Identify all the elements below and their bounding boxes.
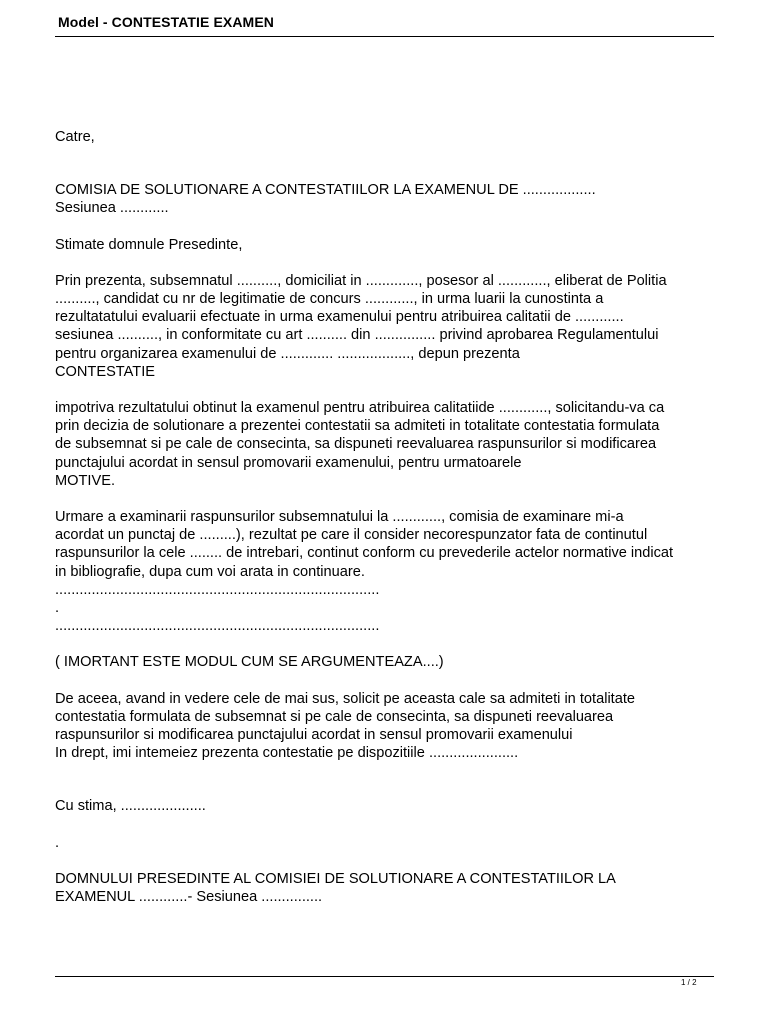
motives-line: raspunsurilor la cele ........ de intrebari, continut conform cu prevederile actelor normative indicat xyxy=(55,545,674,562)
placeholder-dot: . xyxy=(55,600,60,617)
spacer xyxy=(55,816,720,834)
conclusion-line: raspunsurilor si modificarea punctajului acordat in sensul promovarii examenului xyxy=(55,727,573,744)
spacer xyxy=(55,672,720,690)
addressee-line: Sesiunea ............ xyxy=(55,200,169,217)
placeholder-dots: ................................................................................ xyxy=(55,581,380,598)
spacer xyxy=(55,254,720,272)
document-header-title: Model - CONTESTATIE EXAMEN xyxy=(58,14,274,30)
against-line: punctajului acordat in sensul promovarii examenului, pentru urmatoarele xyxy=(55,454,522,471)
legal-basis-line: In drept, imi intemeiez prezenta contestatie pe dispozitiile ...................... xyxy=(55,745,519,762)
salutation: Stimate domnule Presedinte, xyxy=(55,236,243,253)
closing: Cu stima, ..................... xyxy=(55,798,206,815)
contestatie-heading: CONTESTATIE xyxy=(55,363,155,380)
intro-line: sesiunea .........., in conformitate cu art .......... din ............... privind aprobarea Regulamentului xyxy=(55,327,659,344)
against-line: de subsemnat si pe cale de consecinta, sa dispuneti reevaluarea raspunsurilor si modificarea xyxy=(55,436,657,453)
page-number: 1 / 2 xyxy=(681,978,697,987)
motives-line: in bibliografie, dupa cum voi arata in continuare. xyxy=(55,563,365,580)
spacer xyxy=(55,146,720,181)
addressee-line: COMISIA DE SOLUTIONARE A CONTESTATIILOR LA EXAMENUL DE .................. xyxy=(55,182,596,199)
spacer xyxy=(55,762,720,797)
spacer xyxy=(55,635,720,653)
argument-note: ( IMORTANT ESTE MODUL CUM SE ARGUMENTEAZA....) xyxy=(55,654,444,671)
final-address-line: EXAMENUL ............- Sesiunea ............... xyxy=(55,889,323,906)
spacer xyxy=(55,852,720,870)
final-address-line: DOMNULUI PRESEDINTE AL COMISIEI DE SOLUTIONARE A CONTESTATIILOR LA xyxy=(55,870,616,887)
conclusion-line: contestatia formulata de subsemnat si pe cale de consecinta, sa dispuneti reevaluarea xyxy=(55,708,614,725)
placeholder-dots: ................................................................................ xyxy=(55,618,380,635)
motives-line: acordat un punctaj de .........), rezultat pe care il consider necorespunzator fata de continutul xyxy=(55,527,648,544)
intro-line: rezultatatului evaluarii efectuate in urma examenului pentru atribuirea calitatii de ............ xyxy=(55,309,624,326)
intro-line: pentru organizarea examenului de ............. .................., depun prezenta xyxy=(55,345,520,362)
header-divider xyxy=(55,36,714,37)
spacer xyxy=(55,218,720,236)
footer-divider xyxy=(55,976,714,977)
spacer xyxy=(55,490,720,508)
intro-line: .........., candidat cu nr de legitimatie de concurs ............, in urma luarii la cunostinta a xyxy=(55,291,604,308)
dot-line: . xyxy=(55,834,60,851)
spacer xyxy=(55,381,720,399)
addressee-intro: Catre, xyxy=(55,129,95,145)
conclusion-line: De aceea, avand in vedere cele de mai sus, solicit pe aceasta cale sa admiteti in totalitate xyxy=(55,690,636,707)
motives-line: Urmare a examinarii raspunsurilor subsemnatului la ............, comisia de examinare mi-a xyxy=(55,509,624,526)
against-line: prin decizia de solutionare a prezentei contestatii sa admiteti in totalitate contestatia formulata xyxy=(55,418,660,435)
motive-heading: MOTIVE. xyxy=(55,472,115,489)
against-line: impotriva rezultatului obtinut la examenul pentru atribuirea calitatiide ............, solicitandu-va ca xyxy=(55,400,665,417)
document-body xyxy=(55,128,720,906)
intro-line: Prin prezenta, subsemnatul .........., domiciliat in ............., posesor al ............, eliberat de Politia xyxy=(55,272,667,289)
